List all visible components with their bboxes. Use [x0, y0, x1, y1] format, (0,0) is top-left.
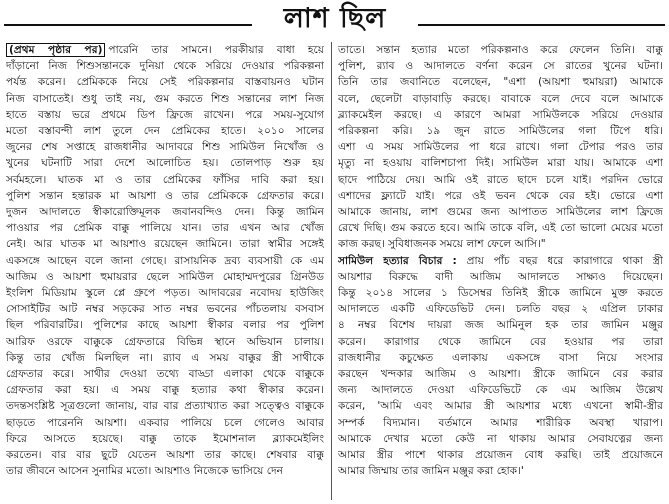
- article-line: [6, 317, 324, 333]
- article-line-text: কিন্তু ২০১৪ সালের ১ ডিসেম্বর তিনিই স্ত্রীকে জামিনে মুক্ত করতে: [338, 287, 663, 300]
- article-line-text: মৃত্যু না হওয়ায় বালিশচাপা দিই। সামিউল মারা যায়। আমাকে এশা: [338, 157, 663, 170]
- left-column: [6, 42, 324, 479]
- article-line: [338, 155, 663, 171]
- article-line-text: ছাদে পাঠিয়ে দেয়। আমি ওই রাতে ছাদে চলে যাই। পরদিন ভোরে: [338, 173, 663, 186]
- article-line-text: জন্য আদালতে দেওয়া এফিডেভিটে কে এম আজিম উল্লেখ: [338, 384, 663, 397]
- article-line: [6, 204, 324, 220]
- article-line-text: দাঁড়ানো নিজ শিশুসন্তানকে দুনিয়া থেকে সরিয়ে দেওয়ার পরিকল্পনা: [6, 60, 324, 73]
- article-line: [6, 301, 324, 317]
- section-subhead: সামিউল হত্যার বিচার :: [338, 254, 457, 267]
- article-line-text: কাজ করছ। সুবিধাজনক সময়ে লাশ ফেলে আসি।": [338, 238, 546, 251]
- article-line: [338, 91, 663, 107]
- article-line: [338, 301, 663, 317]
- column-divider: [331, 42, 332, 500]
- article-line-text: তাতে। সন্তান হত্যার মতো পরিকল্পনাও করে ফেলেন তিনি। বাক্কু: [338, 44, 663, 56]
- article-line: [338, 285, 663, 301]
- article-line: [338, 269, 663, 285]
- article-line: [338, 204, 663, 220]
- headline-rule-right: [418, 24, 665, 26]
- article-line-text: ইংলিশ মিডিয়াম স্কুলে প্লে গ্রুপে পড়ত। আদাবরের নবোদয় হাউজিং: [6, 287, 324, 300]
- article-line: [6, 139, 324, 155]
- article-line: [6, 285, 324, 301]
- article-line-text: ছিল পরিবারটির। পুলিশের কাছে আয়শা স্বীকার বলার পর পুলিশ: [6, 319, 324, 332]
- article-line-text: রাজধানীর কচুক্ষেত এলাকায় একসঙ্গে বাসা নিয়ে সংসার: [338, 351, 663, 364]
- article-line: [338, 463, 663, 479]
- article-line: [338, 415, 663, 431]
- article-line: [338, 42, 663, 58]
- article-line: [6, 188, 324, 204]
- article-line-text: জুনের শেষ সপ্তাহে রাজধানীর আদাবরে শিশু সামিউল নিখোঁজ ও: [6, 141, 324, 154]
- article-line: [6, 91, 324, 107]
- article-line-text: বলে, ছেলেটা বাড়াবাড়ি করছে। বাবাকে বলে দেবে বলে আমাকে: [338, 92, 663, 105]
- article-line-text: করছেন খন্দকার আজিম ও আয়শা। স্ত্রীকে জামিনে বের করার: [338, 368, 663, 381]
- article-line-text: করেন। কারাগার থেকে জামিনে বের হওয়ার পর তারা: [338, 335, 663, 348]
- article-line-text: কিন্তু তার খোঁজ মিলছিল না। র‍্যাব এ সময় বাক্কুর স্ত্রী সাথীকে: [6, 351, 324, 364]
- article-line: [338, 366, 663, 382]
- article-line-text: গ্রেফতার করা হয়। এ সময় বাক্কু হত্যার কথা স্বীকার করেন।: [6, 384, 324, 397]
- article-line-text: সর্বমহলে। ঘাতক মা ও তার প্রেমিকের ফাঁসির দাবি করা হয়।: [6, 173, 324, 186]
- article-line: [338, 398, 663, 414]
- article-line-text: এশা এ সময় সামিউলের পা ধরে রাখে। গলা টেপার পরও তার: [338, 141, 663, 154]
- article-line-text: করতেন। বার বার ছুটে যেতেন আয়শা তার কাছে। শেষবার বাক্কু: [6, 449, 324, 462]
- article-line: [338, 58, 663, 74]
- headline: লাশ ছিল: [283, 3, 387, 34]
- article-line-text: ৪ নম্বর বিশেষ দায়রা জজ আমিনুল হক তার জামিন মঞ্জুর: [338, 319, 663, 332]
- article-line-text: পুলিশ, র‍্যাব ও আদালতে বর্ণনা করেন সে রাতের খুনের ঘটনা।: [338, 60, 663, 73]
- article-line: [6, 415, 324, 431]
- article-line-text: একসঙ্গে আছেন বলে জানা গেছে। রাসায়নিক দ্রব্য ব্যবসায়ী কে এম: [6, 254, 324, 267]
- article-line: [6, 463, 324, 479]
- article-line-text: আমার জিম্মায় তার জামিন মঞ্জুর করা হোক।': [338, 465, 524, 478]
- article-line: [338, 172, 663, 188]
- article-line: [338, 447, 663, 463]
- article-line-text: ফিরে আসতে হয়েছে। বাক্কু তাকে ইমোশনাল ব্ল্যাকমেইলিং: [6, 432, 324, 445]
- article-line: [6, 236, 324, 252]
- article-line: [338, 350, 663, 366]
- continued-from-kicker: (প্রথম পৃষ্ঠার পর): [6, 43, 105, 57]
- article-line: [338, 382, 663, 398]
- article-line: [6, 123, 324, 139]
- article-line: [338, 431, 663, 447]
- article-line-text: তদন্তসংশ্লিষ্ট সূত্রগুলো জানায়, বার বার প্রত্যাখ্যাত করা সত্ত্বেও বাক্কুকে: [6, 400, 324, 413]
- article-line: [6, 447, 324, 463]
- article-line-text: আদালতে একটি এফিডেভিট দেন। চলতি বছর ২ এপ্রিল ঢাকার: [338, 303, 663, 316]
- article-line-text: গ্রেফতার করে। সাথীর দেওয়া তথ্যে বাড্ডা এলাকা থেকে বাক্কুকে: [6, 368, 324, 381]
- article-line-text: ছাড়তে পারেননি আয়শা। একবার পালিয়ে চলে গেলেও আবার: [6, 416, 324, 429]
- article-line-text: খুনের ঘটনাটি সারা দেশে আলোচিত হয়। তোলপাড় শুরু হয়: [6, 157, 324, 170]
- article-line: [6, 398, 324, 414]
- article-line: [6, 269, 324, 285]
- article-line: [6, 220, 324, 236]
- article-line-text: পর্যন্ত করেন। প্রেমিককে নিয়ে সেই পরিকল্পনার বাস্তবায়নও ঘটান: [6, 76, 324, 89]
- article-line: [338, 74, 663, 90]
- article-line-text: হাতে বস্তায় ভরে প্রথমে ডিপ ফ্রিজে রাখেন। পরে সময়-সুযোগ: [6, 108, 324, 121]
- article-line-text: আজিম ও আয়শা হুমায়রার ছেলে সামিউল মোহাম্মদপুরের গ্রিনউড: [6, 270, 324, 283]
- article-line-text: সোসাইটির আট নম্বর সড়কের সাত নম্বর ভবনের পাঁচতলায় বসবাস: [6, 303, 324, 316]
- article-line: [6, 253, 324, 269]
- article-line: [338, 188, 663, 204]
- article-line-text: নেই। আর ঘাতক মা আয়শাও রয়েছেন জামিনে। তারা স্বামীর সঙ্গেই: [6, 238, 324, 251]
- article-line-text: মতো বস্তাবন্দী লাশ তুলে দেন প্রেমিকের হাতে। ২০১০ সালের: [6, 125, 324, 138]
- article-line-text: ব্ল্যাকমেইল করছে। এ কারণে আমরা সামিউলকে সরিয়ে দেওয়ার: [338, 108, 663, 121]
- article-line-text: দুজন আদালতে স্বীকারোক্তিমূলক জবানবন্দিও দেন। কিন্তু জামিন: [6, 206, 324, 219]
- headline-bar: [0, 0, 669, 38]
- article-line: [338, 334, 663, 350]
- article-line-text: প্রায় পাঁচ বছর ধরে কারাগারে থাকা স্ত্রী: [466, 254, 663, 267]
- article-line-text: এশাদের ফ্ল্যাটে যাই। পরে ওই ভবন থেকে বের হই। ভোরে এশা: [338, 189, 663, 202]
- article-line-text: পাওয়ার পর প্রেমিক বাক্কু পালিয়ে যান। তার এখন আর খোঁজ: [6, 222, 324, 235]
- article-line-text: আমাকে জানায়, লাশ গুমের জন্য আপাতত সামিউলের লাশ ফ্রিজে: [338, 206, 663, 219]
- article-line-text: আমার স্ত্রীর পাশে থাকার প্রয়োজন বোধ করছি। তাই প্রয়োজনে: [338, 449, 663, 462]
- article-line-text: তিনি তার জবানিতে বলেছেন, "এশা (আয়শা হুমায়রা) আমাকে: [338, 76, 663, 89]
- article-line-text: করেন, 'আমি এবং আমার স্ত্রী আয়শার মধ্যে এখনো স্বামী-স্ত্রীর: [338, 400, 663, 413]
- article-line: [6, 382, 324, 398]
- article-line: [338, 253, 663, 269]
- article-line: [6, 366, 324, 382]
- article-line-text: আরিফ ওরফে বাক্কুকে গ্রেফতারে বিভিন্ন স্থানে অভিযান চালায়।: [6, 335, 324, 348]
- article-line-text: পারেনি তার সামনে। পরকীয়ার বাধা হয়ে: [108, 44, 324, 56]
- article-line: [6, 172, 324, 188]
- article-line: [6, 58, 324, 74]
- article-line: [338, 139, 663, 155]
- headline-rule-left: [4, 24, 252, 26]
- article-line-text: তার জীবনে আসেন সুনামির মতো। আয়শাও নিজেকে ভাসিয়ে দেন: [6, 465, 283, 478]
- article-line-text: আমাকে দেখার মতো কেউ না থাকায় আমার সেবাযত্নের জন্য: [338, 432, 663, 445]
- right-column: [338, 42, 663, 479]
- article-line: [6, 155, 324, 171]
- article-line: [338, 317, 663, 333]
- article-line: [338, 107, 663, 123]
- article-line: [6, 74, 324, 90]
- article-line-text: পরিকল্পনা করি। ১৯ জুন রাতে সামিউলের গলা টিপে ধরি।: [338, 125, 663, 138]
- article-line-text: সম্পর্ক বিদ্যমান। বর্তমানে আমার শারীরিক অবস্থা খারাপ।: [338, 416, 663, 429]
- article-line-text: রেখে দিছি। গুম করতে হবে। আমি তাকে বলি, এই তো ভালো মেয়ের মতো: [338, 222, 663, 235]
- article-line-text: নিজ বাসাতেই। শুধু তাই নয়, গুম করতে শিশু সন্তানের লাশ নিজ: [6, 92, 324, 105]
- article-line: [6, 334, 324, 350]
- article-line: [6, 431, 324, 447]
- article-line-text: আয়শার বিরুদ্ধে বাদী আজিম আদালতে সাক্ষ্যও দিয়েছেন।: [338, 270, 663, 283]
- article-line: [6, 107, 324, 123]
- article-line: [338, 123, 663, 139]
- article-line-text: পুলিশ সন্তান হন্তারক মা আয়শা ও তার প্রেমিককে গ্রেফতার করে।: [6, 189, 324, 202]
- article-line: [6, 350, 324, 366]
- article-line: [338, 220, 663, 236]
- article-line: [338, 236, 663, 252]
- article-line: [6, 42, 324, 58]
